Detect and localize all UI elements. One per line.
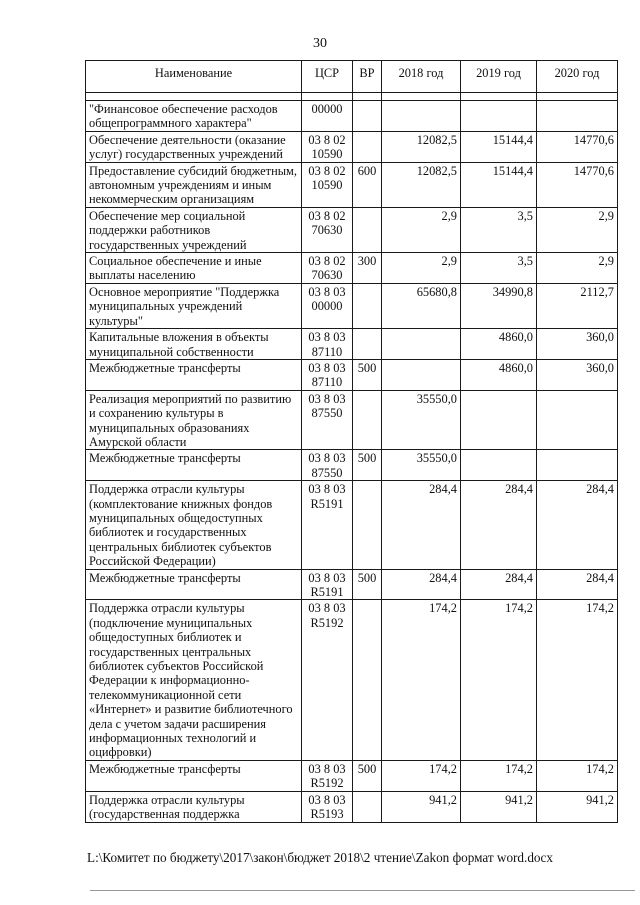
cell-2018: 2,9	[382, 207, 461, 252]
cell-csr: 03 8 02 70630	[302, 207, 353, 252]
cell-2018: 174,2	[382, 760, 461, 791]
cell-2020	[537, 450, 618, 481]
table-row	[86, 101, 618, 132]
cell-2020: 2,9	[537, 207, 618, 252]
cell-csr: 03 8 03 87550	[302, 450, 353, 481]
cell-2020: 14770,6	[537, 162, 618, 207]
cell-2018: 65680,8	[382, 283, 461, 328]
table-row	[86, 131, 618, 162]
cell-2019: 4860,0	[461, 329, 537, 360]
cell-2019: 284,4	[461, 569, 537, 600]
cell-2019	[461, 390, 537, 450]
cell-2020	[537, 390, 618, 450]
table-row	[86, 253, 618, 284]
cell-vr	[353, 329, 382, 360]
cell-2019	[461, 450, 537, 481]
cell-2020: 2112,7	[537, 283, 618, 328]
cell-vr	[353, 791, 382, 822]
cell-name: Поддержка отрасли культуры (подключение муниципальных общедоступных библиотек и государственных центральных библиотек субъектов Российской Федерации к информационно-телекоммуникационной сети «Интернет» и развитие библиотечного дела с учетом задачи расширения информационных технологий и оцифровки)	[86, 600, 302, 760]
cell-2019: 174,2	[461, 760, 537, 791]
cell-name: Обеспечение мер социальной поддержки работников государственных учреждений	[86, 207, 302, 252]
bottom-divider	[90, 890, 635, 891]
table-row	[86, 450, 618, 481]
cell-vr	[353, 390, 382, 450]
cell-2018	[382, 101, 461, 132]
cell-csr: 03 8 03 R5192	[302, 600, 353, 760]
cell-name: Основное мероприятие "Поддержка муниципальных учреждений культуры"	[86, 283, 302, 328]
cell-2019: 174,2	[461, 600, 537, 760]
cell-vr: 500	[353, 569, 382, 600]
cell-name: Социальное обеспечение и иные выплаты населению	[86, 253, 302, 284]
cell-2018: 284,4	[382, 481, 461, 569]
cell-2018: 174,2	[382, 600, 461, 760]
header-vr: ВР	[353, 61, 382, 93]
page-number: 30	[313, 36, 327, 51]
cell-name: Капитальные вложения в объекты муниципальной собственности	[86, 329, 302, 360]
cell-2018: 35550,0	[382, 390, 461, 450]
cell-2020	[537, 101, 618, 132]
cell-2020: 284,4	[537, 569, 618, 600]
cell-vr	[353, 101, 382, 132]
cell-2020: 2,9	[537, 253, 618, 284]
cell-csr: 03 8 03 R5192	[302, 760, 353, 791]
cell-2020: 174,2	[537, 760, 618, 791]
cell-vr: 300	[353, 253, 382, 284]
cell-vr	[353, 131, 382, 162]
cell-2020: 284,4	[537, 481, 618, 569]
cell-2019: 15144,4	[461, 131, 537, 162]
cell-csr: 03 8 03 87550	[302, 390, 353, 450]
table-row	[86, 760, 618, 791]
cell-2018	[382, 359, 461, 390]
cell-name: Межбюджетные трансферты	[86, 450, 302, 481]
header-2019: 2019 год	[461, 61, 537, 93]
cell-2018: 2,9	[382, 253, 461, 284]
cell-csr: 03 8 03 00000	[302, 283, 353, 328]
cell-2019: 3,5	[461, 253, 537, 284]
cell-2019: 284,4	[461, 481, 537, 569]
header-2018: 2018 год	[382, 61, 461, 93]
table-row	[86, 390, 618, 450]
table-row	[86, 569, 618, 600]
cell-2018: 12082,5	[382, 162, 461, 207]
cell-vr: 600	[353, 162, 382, 207]
cell-vr: 500	[353, 450, 382, 481]
cell-2018: 284,4	[382, 569, 461, 600]
cell-name: Поддержка отрасли культуры (комплектование книжных фондов муниципальных общедоступных библиотек и государственных центральных библиотек субъектов Российской Федерации)	[86, 481, 302, 569]
header-2020: 2020 год	[537, 61, 618, 93]
cell-name: "Финансовое обеспечение расходов общепрограммного характера"	[86, 101, 302, 132]
table-row	[86, 791, 618, 822]
cell-name: Межбюджетные трансферты	[86, 359, 302, 390]
cell-2019: 15144,4	[461, 162, 537, 207]
cell-vr	[353, 207, 382, 252]
cell-2018: 35550,0	[382, 450, 461, 481]
table-row	[86, 283, 618, 328]
cell-2019: 3,5	[461, 207, 537, 252]
spacer-row	[86, 93, 618, 101]
header-csr: ЦСР	[302, 61, 353, 93]
footer-file-path: L:\Комитет по бюджету\2017\закон\бюджет 2018\2 чтение\Zakon формат word.docx	[87, 850, 553, 865]
table-row	[86, 359, 618, 390]
cell-csr: 03 8 03 87110	[302, 329, 353, 360]
table-header-row	[86, 61, 618, 93]
cell-vr	[353, 283, 382, 328]
cell-2019: 4860,0	[461, 359, 537, 390]
table-row	[86, 600, 618, 760]
cell-2020: 360,0	[537, 359, 618, 390]
cell-name: Межбюджетные трансферты	[86, 760, 302, 791]
cell-2019: 34990,8	[461, 283, 537, 328]
cell-vr	[353, 481, 382, 569]
table-row	[86, 329, 618, 360]
cell-2018: 12082,5	[382, 131, 461, 162]
cell-name: Межбюджетные трансферты	[86, 569, 302, 600]
cell-2018: 941,2	[382, 791, 461, 822]
table-row	[86, 481, 618, 569]
cell-2019	[461, 101, 537, 132]
cell-vr	[353, 600, 382, 760]
cell-2020: 941,2	[537, 791, 618, 822]
header-name: Наименование	[86, 61, 302, 93]
table-row	[86, 207, 618, 252]
cell-name: Предоставление субсидий бюджетным, автономным учреждениям и иным некоммерческим организациям	[86, 162, 302, 207]
cell-csr: 03 8 02 70630	[302, 253, 353, 284]
cell-2020: 174,2	[537, 600, 618, 760]
cell-csr: 03 8 02 10590	[302, 131, 353, 162]
cell-2020: 360,0	[537, 329, 618, 360]
cell-name: Реализация мероприятий по развитию и сохранению культуры в муниципальных образованиях Амурской области	[86, 390, 302, 450]
table-row	[86, 162, 618, 207]
cell-2018	[382, 329, 461, 360]
cell-name: Обеспечение деятельности (оказание услуг) государственных учреждений	[86, 131, 302, 162]
cell-csr: 03 8 03 R5191	[302, 569, 353, 600]
cell-csr: 00000	[302, 101, 353, 132]
cell-name: Поддержка отрасли культуры (государственная поддержка	[86, 791, 302, 822]
cell-vr: 500	[353, 760, 382, 791]
cell-csr: 03 8 02 10590	[302, 162, 353, 207]
cell-2019: 941,2	[461, 791, 537, 822]
cell-2020: 14770,6	[537, 131, 618, 162]
table-body	[86, 93, 618, 823]
cell-csr: 03 8 03 R5191	[302, 481, 353, 569]
cell-vr: 500	[353, 359, 382, 390]
budget-table	[85, 60, 618, 823]
cell-csr: 03 8 03 87110	[302, 359, 353, 390]
cell-csr: 03 8 03 R5193	[302, 791, 353, 822]
